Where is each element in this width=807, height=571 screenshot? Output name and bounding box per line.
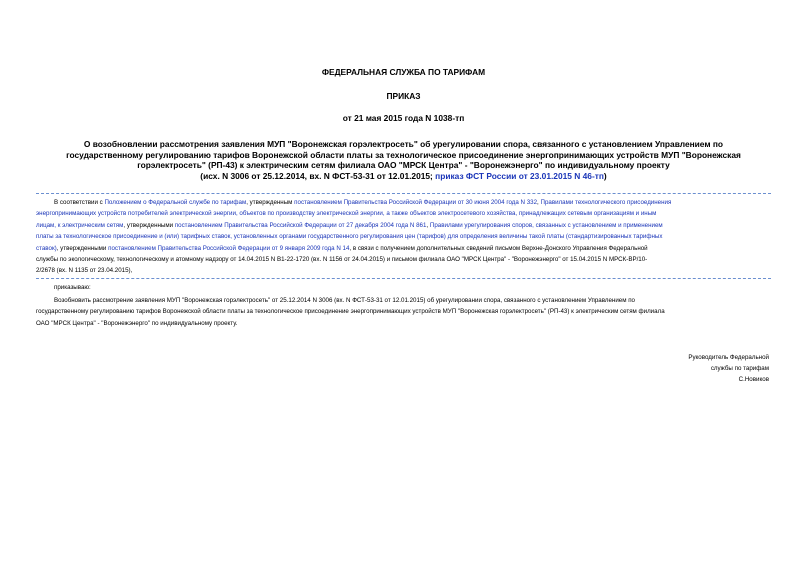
title-line-3: горэлектросеть" (РП-43) к электрическим сетям филиала ОАО "МРСК Центра" - "Воронежэнерго" по индивидуальному проекту: [137, 160, 670, 171]
preamble-line: службы по экологическому, технологическому и атомному надзору от 14.04.2015 N В1-22-1720 (вх. N 1156 от 24.04.2015) и письмом филиала ОАО "МРСК Центра" - "Воронежэнерго" от 15.04.2015 N МРСК-ВР/10-: [36, 256, 648, 264]
decision-line: государственному регулированию тарифов Воронежской области платы за технологическое присоединение энергопринимающих устройств МУП "Воронежская горэлектросеть" (РП-43) к электрическим сетям филиала: [36, 308, 665, 316]
preamble-text: ,: [537, 199, 541, 206]
preamble-line: 2/2678 (вх. N 1135 от 23.04.2015),: [36, 267, 133, 275]
title-order-link[interactable]: приказ ФСТ России от 23.01.2015 N 46-тп: [435, 170, 604, 181]
preamble-text: В соответствии с: [54, 199, 105, 206]
decision-line: ОАО "МРСК Центра" - "Воронежэнерго" по индивидуальному проекту.: [36, 319, 238, 327]
dispute-rules-link-end[interactable]: ставок): [36, 244, 57, 252]
title-line-4-prefix: (исх. N 3006 от 25.12.2014, вх. N ФСТ-53-31 от 12.01.2015;: [200, 170, 436, 181]
document-title: [36, 139, 771, 181]
document-type: ПРИКАЗ: [386, 91, 421, 101]
preamble-line: [36, 220, 772, 231]
signature-position-cont: службы по тарифам: [710, 365, 769, 372]
agency-name: ФЕДЕРАЛЬНАЯ СЛУЖБА ПО ТАРИФАМ: [321, 67, 486, 77]
preamble-text: , утвержденным: [246, 199, 295, 206]
preamble-text: , утвержденными: [123, 221, 175, 229]
document-date-number: от 21 мая 2015 года N 1038-тп: [342, 113, 465, 123]
decision-paragraph: [36, 295, 772, 329]
preamble-text: ,: [426, 221, 430, 229]
title-line-4: [36, 171, 771, 182]
regulation-link[interactable]: Положением о Федеральной службе по тарифам: [104, 199, 247, 206]
signature-block: [560, 352, 769, 385]
decree-14-link[interactable]: постановлением Правительства Российской Федерации от 9 января 2009 года N 14: [108, 244, 350, 252]
section-divider: [36, 278, 771, 279]
title-line-1: О возобновлении рассмотрения заявления МУП "Воронежская горэлектросеть" об урегулировании спора, связанного с установлением Управлением по: [83, 139, 724, 149]
preamble-line: [36, 197, 772, 208]
decree-332-link[interactable]: постановлением Правительства Российской Федерации от 30 июня 2004 года N 332: [294, 199, 538, 206]
dispute-rules-link[interactable]: Правилами урегулирования споров, связанных с установлением и применением: [429, 221, 663, 229]
dispute-rules-link-cont[interactable]: платы за технологическое присоединение и (или) тарифных ставок, установленных органами государственного регулирования цен (тарифов) для определения величины такой платы (стандартизированных тарифных: [36, 233, 663, 241]
connection-rules-link-end[interactable]: лицам, к электрическим сетям: [36, 221, 124, 229]
preamble-line: [36, 243, 772, 254]
section-divider: [36, 193, 771, 194]
signature-name: С.Новиков: [738, 376, 769, 383]
preamble-text: , в связи с получением дополнительных сведений письмом Верхне-Донского Управления Федеральной: [349, 244, 648, 252]
preamble-text: , утвержденными: [56, 244, 109, 252]
ordering-text: приказываю:: [54, 284, 91, 291]
title-line-4-suffix: ): [603, 170, 607, 181]
ordering-word: [36, 282, 772, 293]
decision-line: Возобновить рассмотрение заявления МУП "Воронежская горэлектросеть" от 25.12.2014 N 3006 (вх. N ФСТ-53-31 от 12.01.2015) об урегулировании спора, связанного с установлением Управлением по: [54, 297, 635, 304]
preamble: [36, 197, 772, 277]
connection-rules-link-cont[interactable]: энергопринимающих устройств потребителей электрической энергии, объектов по производству электрической энергии, а также объектов электросетевого хозяйства, принадлежащих сетевым организациям и иным: [36, 210, 657, 218]
decree-861-link[interactable]: постановлением Правительства Российской Федерации от 27 декабря 2004 года N 861: [174, 221, 427, 229]
signature-position: Руководитель Федеральной: [688, 354, 769, 361]
title-line-2: государственному регулированию тарифов Воронежской области платы за технологическое присоединение энергопринимающих устройств МУП "Воронежская: [66, 149, 741, 160]
connection-rules-link[interactable]: Правилами технологического присоединения: [540, 199, 672, 206]
